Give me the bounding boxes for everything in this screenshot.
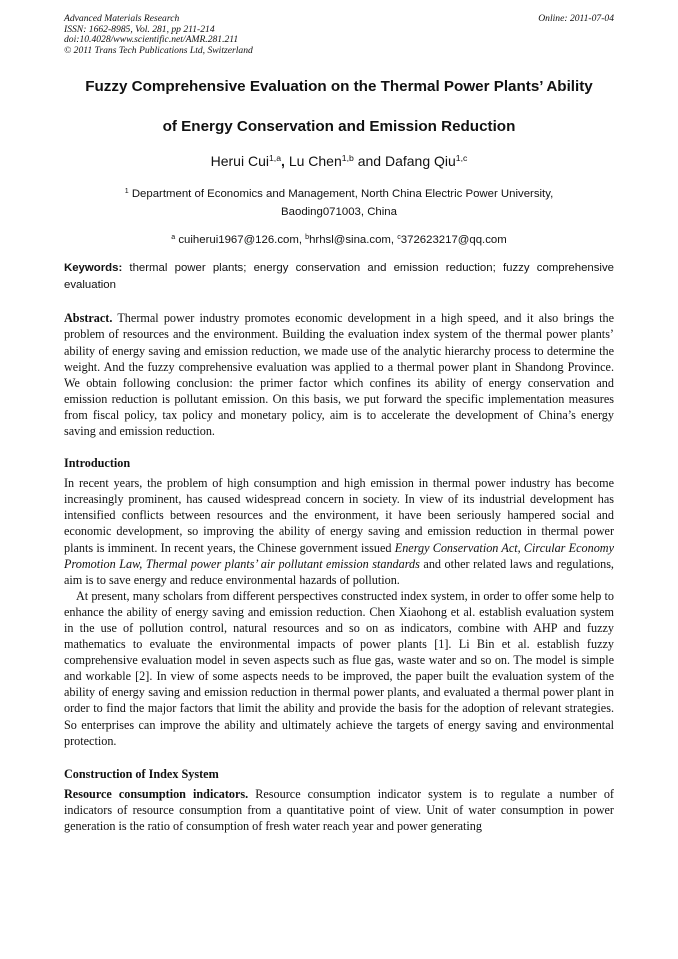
paragraph-text: In recent years, the problem of high consumption and high emission in thermal power industry has become increasingly prominent, has caused widespread concern in society. In view of its industrial development has intensified conflicts between resources and the environment, it have been seriously hampered social and economic development, so improving the ability of energy saving and emission reduction in thermal power plants is imminent. In recent years, the Chinese government issued [64, 476, 614, 555]
abstract-text: Thermal power industry promotes economic development in a high speed, and it also brings the problem of resources and the environment. Building the evaluation index system of the thermal power plants’ ability of energy saving and emission reduction, we made use of the analytic hierarchy process to determine the weight. And the fuzzy comprehensive evaluation was applied to a thermal power plant in Shandong Province. We obtain following conclusion: the primer factor which confines its ability of energy conservation and emission reduction is pollutant emission. On this basis, we put forward the specific implementation measures from fiscal policy, tax policy and monetary policy, aim is to accelerate the development of China’s energy saving and emission reduction. [64, 311, 614, 439]
author-emails [64, 233, 614, 248]
issn-line: ISSN: 1662-8985, Vol. 281, pp 211-214 [64, 23, 215, 35]
paragraph-text: Resource consumption indicator system is to regulate a number of indicators of resource consumption from a quantitative point of view. Unit of water consumption in power generation is the ratio of consumption of fresh water reach year and power generating [64, 786, 614, 833]
keywords-label: Keywords: [64, 262, 123, 275]
author-list [64, 152, 614, 170]
paragraph-text: and other related laws and regulations, aim is to save energy and reduce environmental hazards of pollution. [64, 556, 614, 587]
author-affiliation-mark: 1,b [341, 153, 354, 164]
keywords [64, 260, 614, 293]
cited-laws: Energy Conservation Act, Circular Economy Promotion Law, Thermal power plants’ air pollutant emission standards [64, 540, 614, 571]
construction-paragraph [64, 786, 614, 834]
author-affiliation-mark: 1,a [268, 153, 282, 164]
subsection-label: Resource consumption indicators. [64, 786, 249, 801]
affiliation-mark: 1 [124, 188, 129, 196]
paper-title-line-2: of Energy Conservation and Emission Reduction [162, 118, 516, 136]
intro-paragraph-2: At present, many scholars from different perspectives constructed index system, in order to offer some help to enhance the ability of energy saving and emission reduction. Chen Xiaohong et al. establish evaluation system in the use of pollution control, natural resources and so on as indicators, combine with AHP and fuzzy mathematics to evaluate the environmental impacts of power plants [1]. Li Bin et al. establish fuzzy comprehensive evaluation model in seven aspects such as flue gas, waste water and so on. The model is simple and workable [2]. In view of some aspects needs to be improved, the paper built the evaluation system of the ability of energy saving and emission reduction in thermal power plants, and evaluated a thermal power plant in order to find the major factors that limit the ability and provide the basis for the adoption of relevant strategies. So enterprises can improve the ability and ultimately achieve the targets of energy saving and environmental protection. [64, 588, 614, 748]
email-address: 372623217@qq.com [400, 234, 507, 247]
email-address: cuiherui1967@126.com, [175, 234, 306, 247]
email-mark: a [171, 234, 176, 242]
keywords-text: thermal power plants; energy conservation and emission reduction; fuzzy comprehensive evaluation [64, 262, 614, 291]
intro-paragraph-1 [64, 475, 614, 588]
author-affiliation-mark: 1,c [455, 153, 468, 164]
abstract-label: Abstract. [64, 311, 113, 326]
online-date: Online: 2011-07-04 [538, 13, 614, 24]
abstract [64, 310, 614, 439]
author-separator: and [353, 153, 385, 170]
email-address: hrhsl@sina.com, [309, 234, 398, 247]
affiliation [64, 186, 614, 221]
affiliation-line-2: Baoding071003, China [281, 205, 397, 218]
section-heading-introduction: Introduction [64, 456, 131, 471]
email-mark: b [305, 234, 310, 242]
author-name: Lu Chen [288, 153, 342, 170]
author-separator: , [281, 153, 289, 170]
journal-header [64, 14, 614, 56]
affiliation-text: Department of Economics and Management, North China Electric Power University, [128, 188, 554, 201]
doi-line: doi:10.4028/www.scientific.net/AMR.281.211 [64, 34, 239, 46]
email-mark: c [397, 234, 401, 242]
copyright-line: © 2011 Trans Tech Publications Ltd, Switzerland [64, 44, 253, 56]
journal-name: Advanced Materials Research [64, 13, 180, 24]
paper-title-line-1: Fuzzy Comprehensive Evaluation on the Thermal Power Plants’ Ability [85, 78, 593, 96]
author-name: Herui Cui [210, 153, 269, 170]
section-heading-construction: Construction of Index System [64, 766, 219, 781]
affiliation-line-1 [64, 186, 614, 204]
author-name: Dafang Qiu [384, 153, 456, 170]
